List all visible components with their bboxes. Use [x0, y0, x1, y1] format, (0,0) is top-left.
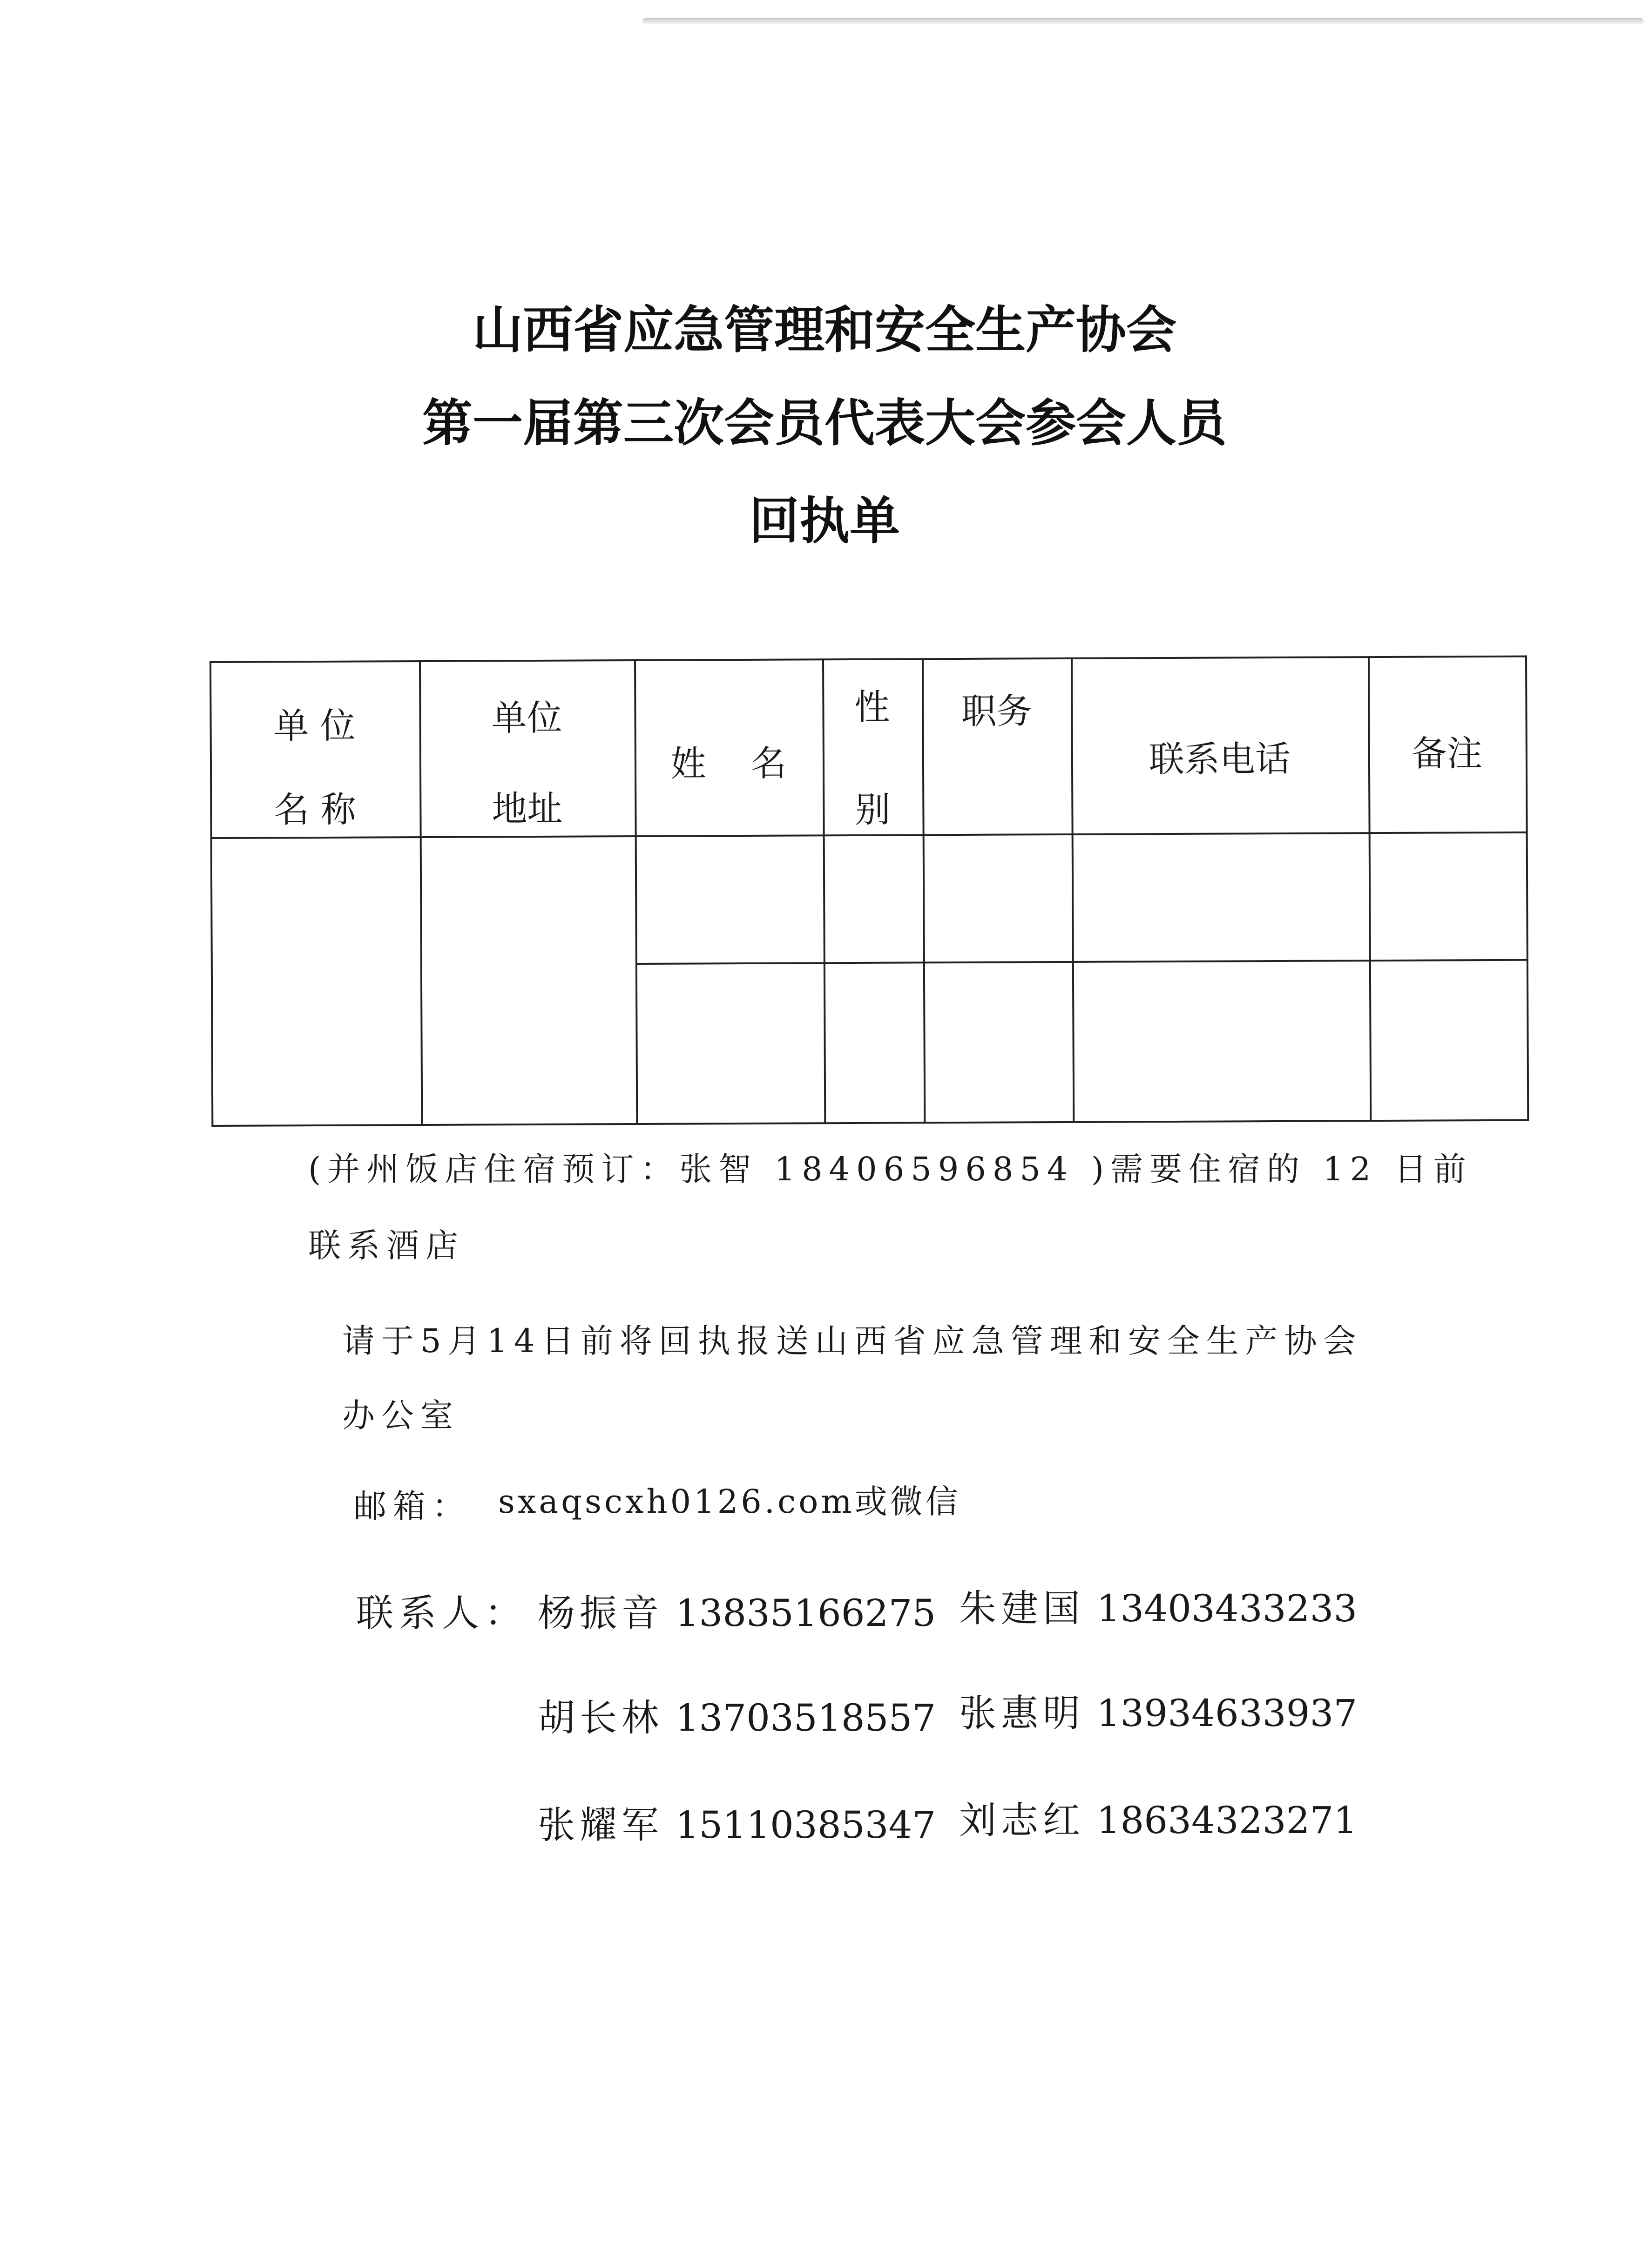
header-gender-line2: 别: [855, 788, 891, 830]
contact-phone: 13934633937: [1096, 1692, 1358, 1735]
contact-phone: 13403433233: [1096, 1587, 1358, 1630]
title-line-1: 山西省应急管理和安全生产协会: [472, 301, 1176, 359]
email-label: 邮箱：: [354, 1487, 471, 1525]
contact-name: 胡长林: [538, 1696, 663, 1740]
contact-entry: [959, 1797, 1357, 1844]
header-phone: 联系电话: [1149, 738, 1291, 780]
deadline-line1: 请于5月14日前将回执报送山西省应急管理和安全生产协会: [342, 1322, 1363, 1360]
contact-phone: 13703518557: [675, 1696, 936, 1740]
scan-edge-shadow: [642, 18, 1643, 25]
contact-phone: 13835166275: [675, 1591, 936, 1635]
header-unit-address-line2: 地址: [492, 787, 563, 830]
table-border-top: [210, 656, 1527, 663]
contact-phone: 18634323271: [1096, 1799, 1358, 1842]
contact-name: 张耀军: [538, 1803, 663, 1847]
table-row-divider: [636, 959, 1528, 965]
hotel-note-line2: 联系酒店: [308, 1226, 465, 1265]
contact-entry: [959, 1690, 1357, 1737]
receipt-table: [210, 656, 1529, 1127]
table-border-right: [1525, 656, 1529, 1121]
contact-name: 刘志红: [959, 1799, 1085, 1842]
contact-entry: [538, 1590, 936, 1637]
table-border-bottom: [211, 1119, 1529, 1127]
title-line-3: 回执单: [749, 492, 900, 550]
contact-name: 杨振音: [538, 1591, 663, 1635]
header-unit-address-line1: 单位: [491, 697, 562, 739]
deadline-line2: 办公室: [342, 1396, 460, 1435]
title-line-2: 第一届第三次会员代表大会参会人员: [422, 394, 1227, 453]
contact-phone: 15110385347: [675, 1803, 936, 1847]
contact-entry: [959, 1585, 1357, 1632]
hotel-note-line1: (并州饭店住宿预订：张智 18406596854 )需要住宿的 12 日前: [308, 1150, 1473, 1188]
header-name: 姓 名: [670, 742, 787, 785]
contact-entry: [538, 1695, 936, 1741]
contacts-label: 联系人：: [356, 1591, 527, 1635]
contact-entry: [538, 1802, 936, 1848]
contact-name: 朱建国: [959, 1587, 1085, 1630]
contact-name: 张惠明: [959, 1692, 1085, 1735]
col-divider-2: [634, 659, 638, 1125]
col-divider-5: [1071, 657, 1075, 1123]
header-unit-name-line1: 单 位: [273, 704, 356, 747]
col-divider-6: [1368, 656, 1372, 1122]
email-value: sxaqscxh0126.com或微信: [498, 1483, 961, 1521]
header-position: 职务: [961, 690, 1032, 732]
header-unit-name-line2: 名 称: [274, 788, 356, 831]
header-gender-line1: 性: [854, 686, 890, 728]
table-header-divider: [210, 832, 1528, 839]
header-remark: 备注: [1411, 732, 1483, 774]
